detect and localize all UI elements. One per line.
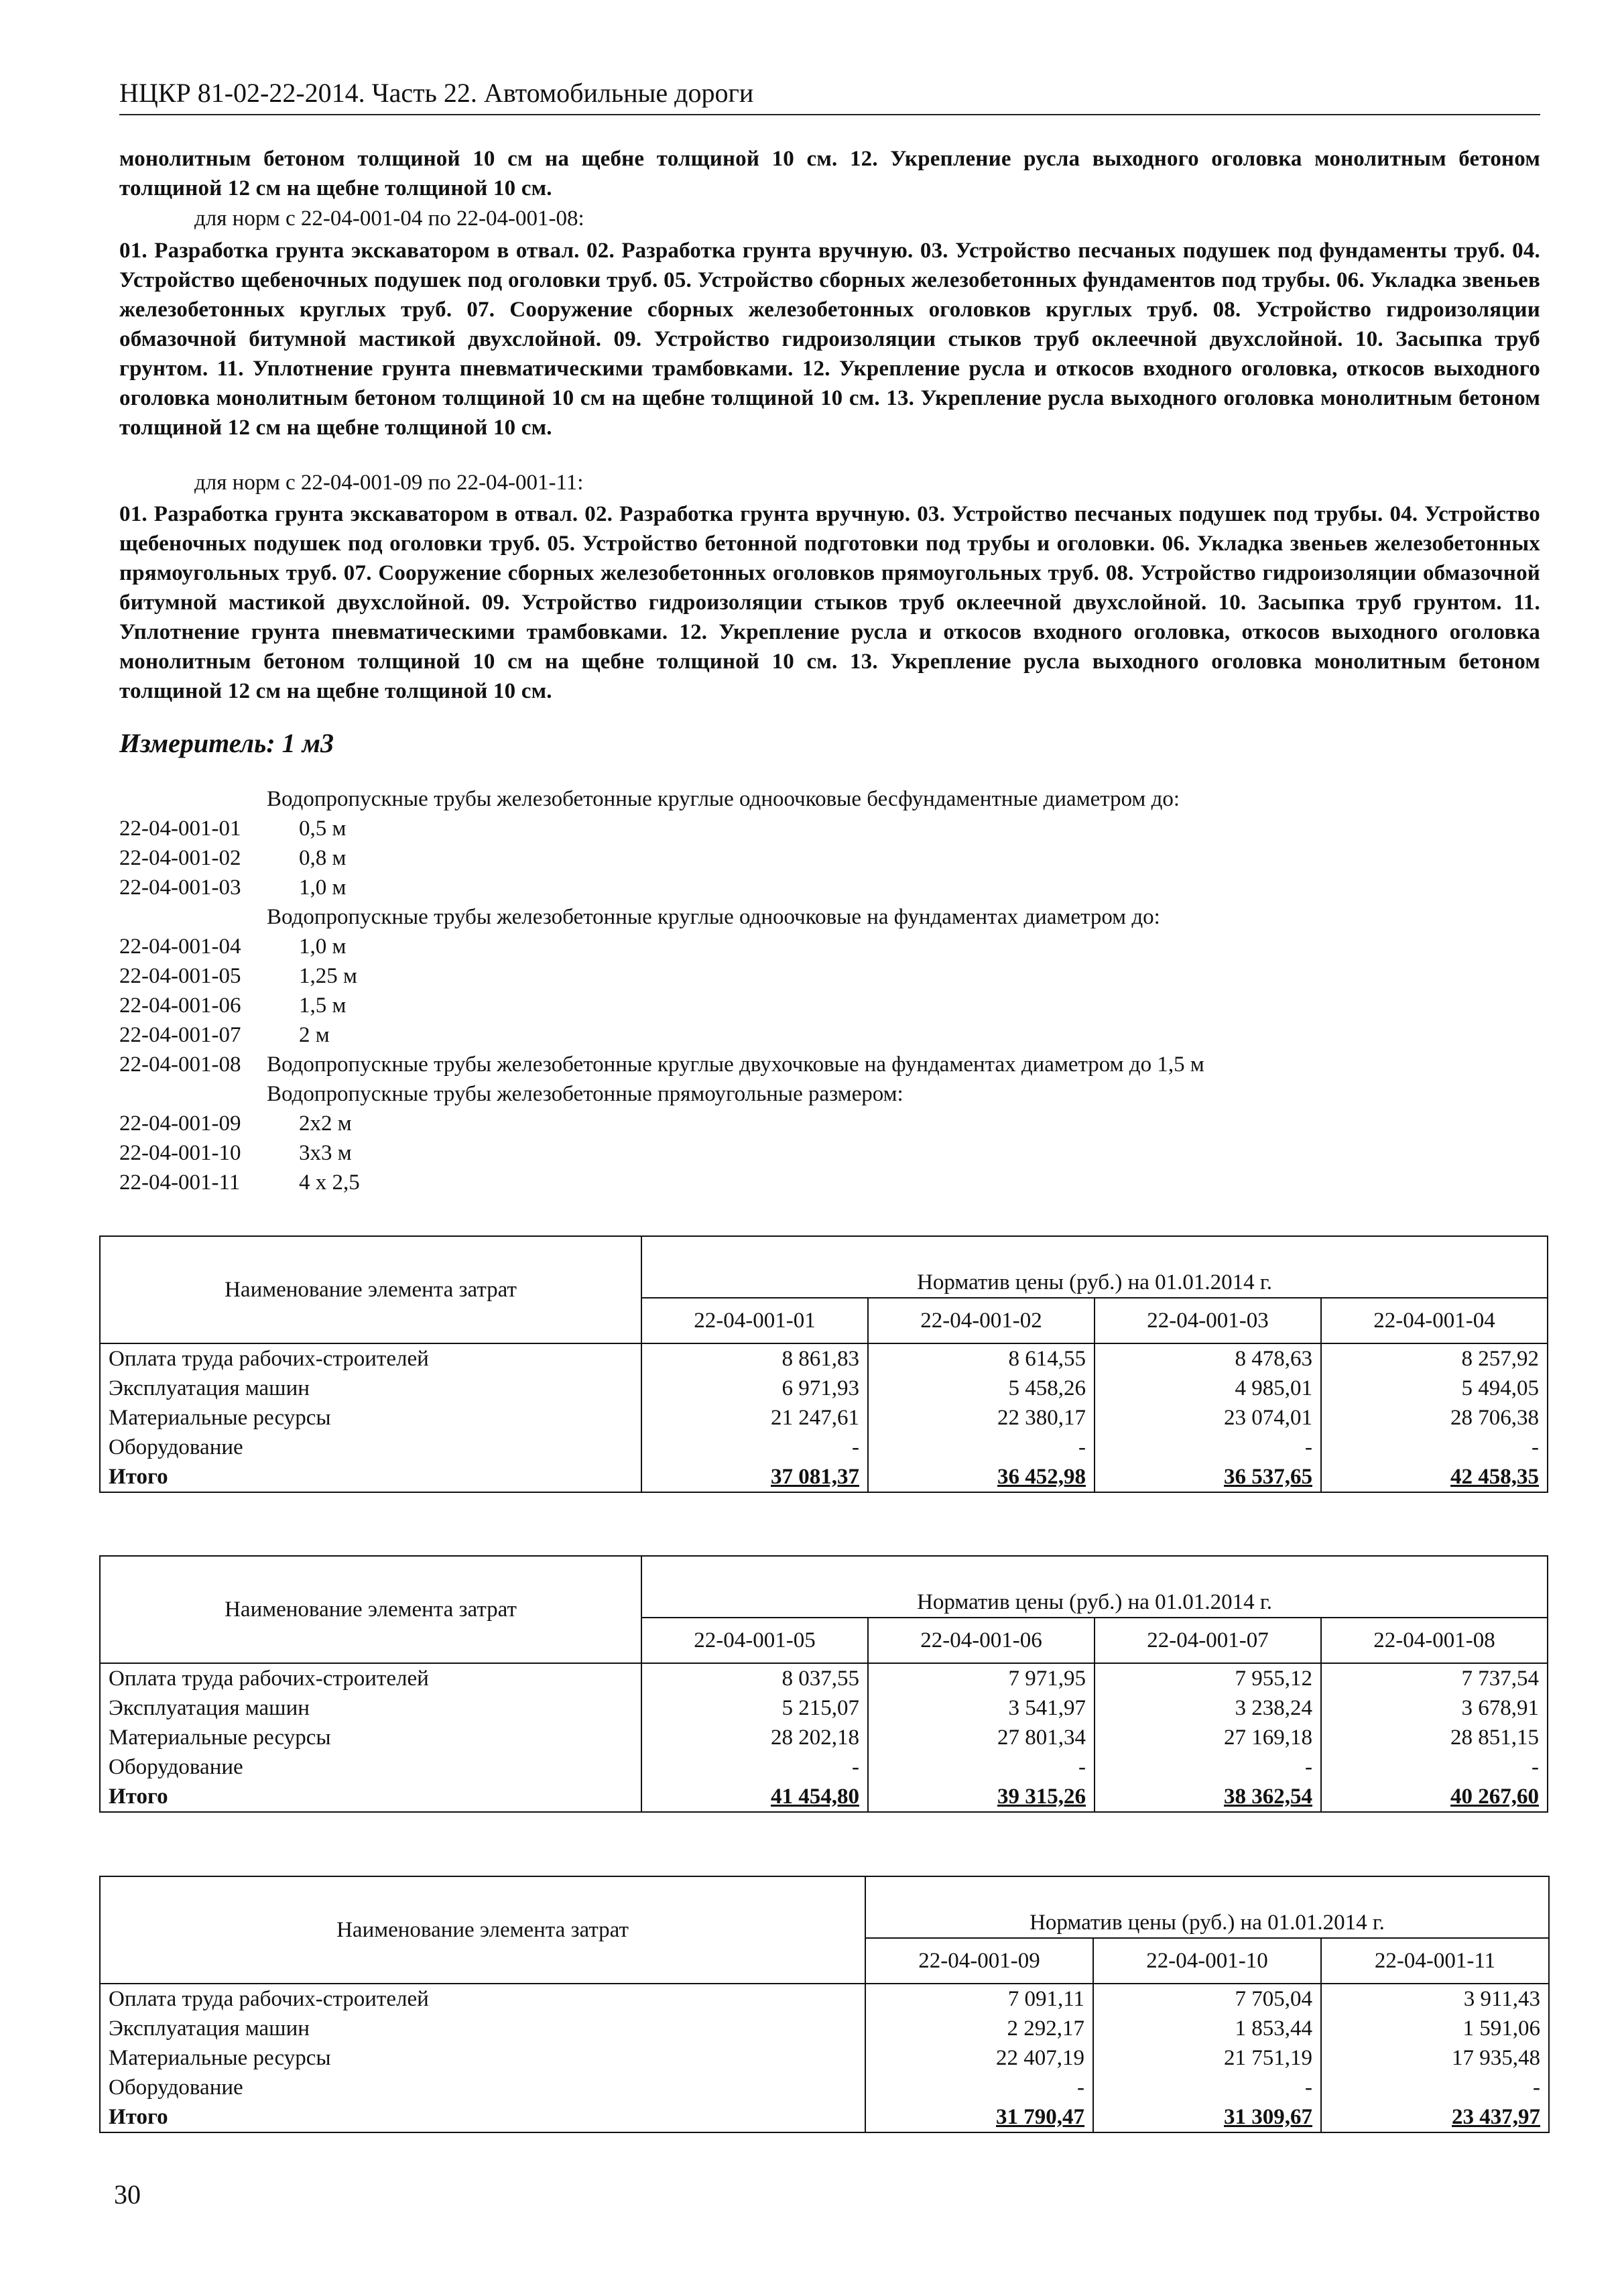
table-cell: 23 437,97 bbox=[1321, 2102, 1549, 2132]
table-row bbox=[100, 2014, 1549, 2043]
table-cell: 1 853,44 bbox=[1093, 2014, 1321, 2043]
row-label: Оборудование bbox=[100, 1433, 641, 1462]
table-cell: 7 705,04 bbox=[1093, 1984, 1321, 2014]
table-cell: 7 955,12 bbox=[1095, 1663, 1321, 1693]
table-cell: - bbox=[1321, 1433, 1548, 1462]
table-cell: 40 267,60 bbox=[1321, 1782, 1548, 1812]
table-row bbox=[100, 1752, 1548, 1782]
table-row bbox=[100, 1782, 1548, 1812]
row-label: Оборудование bbox=[100, 1752, 641, 1782]
table-cell: 28 851,15 bbox=[1321, 1723, 1548, 1752]
norm-code-row bbox=[119, 932, 1539, 961]
table-cell: - bbox=[865, 2073, 1093, 2102]
paragraph-works-2: 01. Разработка грунта экскаватором в отвал. 02. Разработка грунта вручную. 03. Устройство песчаных подушек под трубы. 04. Устройство щебеночных подушек под оголовки труб. 05. Устройство бетонной подготовки под трубы и оголовки. 06. Укладка звеньев железобетонных прямоугольных труб. 07. Сооружение сборных железобетонных оголовков прямоугольных труб. 08. Устройство гидроизоляции обмазочной битумной мастикой двухслойной. 09. Устройство гидроизоляции стыков труб оклеечной двухслойной. 10. Засыпка труб грунтом. 11. Уплотнение грунта пневматическими трамбовками. 12. Укрепление русла и откосов входного оголовка, откосов выходного оголовка монолитным бетоном толщиной 10 см на щебне толщиной 10 см. 13. Укрепление русла выходного оголовка монолитным бетоном толщиной 12 см на щебне толщиной 10 см. bbox=[119, 502, 1540, 703]
row-label: Итого bbox=[100, 1462, 641, 1492]
column-header-element-name: Наименование элемента затрат bbox=[100, 1876, 865, 1984]
norm-description: 1,0 м bbox=[299, 934, 347, 959]
page-header: НЦКР 81-02-22-2014. Часть 22. Автомобильные дороги bbox=[119, 77, 1540, 115]
norm-code: 22-04-001-08 bbox=[119, 1052, 241, 1077]
row-label: Эксплуатация машин bbox=[100, 2014, 865, 2043]
paragraph-works-1: 01. Разработка грунта экскаватором в отвал. 02. Разработка грунта вручную. 03. Устройство песчаных подушек под фундаменты труб. 04. Устройство щебеночных подушек под оголовки труб. 05. Устройство сборных железобетонных фундаментов под трубы. 06. Укладка звеньев железобетонных круглых труб. 07. Сооружение сборных железобетонных оголовков круглых труб. 08. Устройство гидроизоляции обмазочной битумной мастикой двухслойной. 09. Устройство гидроизоляции стыков труб оклеечной двухслойной. 10. Засыпка труб грунтом. 11. Уплотнение грунта пневматическими трамбовками. 12. Укрепление русла и откосов входного оголовка, откосов выходного оголовка монолитным бетоном толщиной 10 см на щебне толщиной 10 см. 13. Укрепление русла выходного оголовка монолитным бетоном толщиной 12 см на щебне толщиной 10 см. bbox=[119, 239, 1540, 440]
table-cell: 41 454,80 bbox=[641, 1782, 868, 1812]
table-cell: 31 790,47 bbox=[865, 2102, 1093, 2132]
table-cell: 22 380,17 bbox=[868, 1403, 1095, 1433]
table-cell: 8 861,83 bbox=[641, 1343, 868, 1374]
row-label: Оплата труда рабочих-строителей bbox=[100, 1343, 641, 1374]
table-cell: 38 362,54 bbox=[1095, 1782, 1321, 1812]
norms-range-label-2: для норм с 22-04-001-09 по 22-04-001-11: bbox=[194, 471, 584, 495]
column-header-code: 22-04-001-07 bbox=[1095, 1618, 1321, 1663]
table-cell: 42 458,35 bbox=[1321, 1462, 1548, 1492]
table-cell: 8 614,55 bbox=[868, 1343, 1095, 1374]
row-label: Оплата труда рабочих-строителей bbox=[100, 1663, 641, 1693]
column-header-price-norm: Норматив цены (руб.) на 01.01.2014 г. bbox=[641, 1236, 1548, 1298]
table-cell: 8 257,92 bbox=[1321, 1343, 1548, 1374]
table-cell: 22 407,19 bbox=[865, 2043, 1093, 2073]
table-cell: 3 541,97 bbox=[868, 1693, 1095, 1723]
norm-description: 0,5 м bbox=[299, 817, 347, 841]
norm-code-row bbox=[119, 902, 1539, 932]
table-cell: 39 315,26 bbox=[868, 1782, 1095, 1812]
table-cell: 4 985,01 bbox=[1095, 1374, 1321, 1403]
row-label: Итого bbox=[100, 1782, 641, 1812]
norm-codes-list bbox=[119, 784, 1539, 1197]
cost-table-1 bbox=[99, 1235, 1548, 1493]
table-row bbox=[100, 1433, 1548, 1462]
page-number: 30 bbox=[114, 2179, 141, 2210]
column-header-element-name: Наименование элемента затрат bbox=[100, 1236, 641, 1343]
table-cell: 27 169,18 bbox=[1095, 1723, 1321, 1752]
table-row bbox=[100, 1663, 1548, 1693]
norm-code: 22-04-001-04 bbox=[119, 934, 241, 959]
row-label: Эксплуатация машин bbox=[100, 1693, 641, 1723]
norm-description: 1,5 м bbox=[299, 993, 347, 1018]
table-cell: 28 202,18 bbox=[641, 1723, 868, 1752]
table-row bbox=[100, 2073, 1549, 2102]
table-row bbox=[100, 1403, 1548, 1433]
norm-description: Водопропускные трубы железобетонные круглые одноочковые на фундаментах диаметром до: bbox=[267, 905, 1160, 929]
table-cell: - bbox=[868, 1752, 1095, 1782]
norm-description: 1,0 м bbox=[299, 875, 347, 900]
table-cell: 7 737,54 bbox=[1321, 1663, 1548, 1693]
norm-code-row bbox=[119, 873, 1539, 902]
norm-description: Водопропускные трубы железобетонные круглые одноочковые бесфундаментные диаметром до: bbox=[267, 787, 1180, 811]
table-cell: 6 971,93 bbox=[641, 1374, 868, 1403]
table-cell: 36 452,98 bbox=[868, 1462, 1095, 1492]
column-header-code: 22-04-001-04 bbox=[1321, 1298, 1548, 1343]
norm-code-row bbox=[119, 1109, 1539, 1138]
table-cell: 31 309,67 bbox=[1093, 2102, 1321, 2132]
table-row bbox=[100, 2102, 1549, 2132]
table-cell: - bbox=[1093, 2073, 1321, 2102]
norm-code: 22-04-001-11 bbox=[119, 1170, 241, 1195]
column-header-code: 22-04-001-10 bbox=[1093, 1938, 1321, 1984]
row-label: Оборудование bbox=[100, 2073, 865, 2102]
table-row bbox=[100, 1723, 1548, 1752]
norm-code-row bbox=[119, 1168, 1539, 1197]
paragraph-intro: монолитным бетоном толщиной 10 см на щебне толщиной 10 см. 12. Укрепление русла выходного оголовка монолитным бетоном толщиной 12 см на щебне толщиной 10 см. bbox=[119, 147, 1540, 200]
column-header-code: 22-04-001-06 bbox=[868, 1618, 1095, 1663]
row-label: Материальные ресурсы bbox=[100, 2043, 865, 2073]
table-cell: 5 458,26 bbox=[868, 1374, 1095, 1403]
table-cell: - bbox=[641, 1752, 868, 1782]
norm-code-row bbox=[119, 1138, 1539, 1168]
table-cell: 3 238,24 bbox=[1095, 1693, 1321, 1723]
norm-code: 22-04-001-09 bbox=[119, 1111, 241, 1136]
norm-description: 4 х 2,5 bbox=[299, 1170, 360, 1195]
norm-code: 22-04-001-02 bbox=[119, 846, 241, 870]
norm-description: 0,8 м bbox=[299, 846, 347, 870]
table-cell: 2 292,17 bbox=[865, 2014, 1093, 2043]
table-row bbox=[100, 1374, 1548, 1403]
row-label: Итого bbox=[100, 2102, 865, 2132]
table-cell: 28 706,38 bbox=[1321, 1403, 1548, 1433]
table-row bbox=[100, 1693, 1548, 1723]
table-cell: 8 037,55 bbox=[641, 1663, 868, 1693]
norm-code: 22-04-001-01 bbox=[119, 817, 241, 841]
table-cell: - bbox=[1095, 1433, 1321, 1462]
table-cell: 17 935,48 bbox=[1321, 2043, 1549, 2073]
norm-code: 22-04-001-10 bbox=[119, 1141, 241, 1165]
row-label: Эксплуатация машин bbox=[100, 1374, 641, 1403]
measure-unit: Измеритель: 1 м3 bbox=[119, 728, 334, 758]
table-cell: 36 537,65 bbox=[1095, 1462, 1321, 1492]
cost-table-2 bbox=[99, 1555, 1548, 1813]
table-cell: - bbox=[868, 1433, 1095, 1462]
table-cell: 7 091,11 bbox=[865, 1984, 1093, 2014]
column-header-price-norm: Норматив цены (руб.) на 01.01.2014 г. bbox=[865, 1876, 1549, 1938]
norm-description: Водопропускные трубы железобетонные круглые двухочковые на фундаментах диаметром до 1,5 м bbox=[267, 1052, 1204, 1077]
norm-code: 22-04-001-06 bbox=[119, 993, 241, 1018]
norm-code: 22-04-001-07 bbox=[119, 1023, 241, 1047]
table-cell: - bbox=[1321, 2073, 1549, 2102]
table-row bbox=[100, 1462, 1548, 1492]
column-header-code: 22-04-001-09 bbox=[865, 1938, 1093, 1984]
column-header-code: 22-04-001-11 bbox=[1321, 1938, 1549, 1984]
table-cell: 1 591,06 bbox=[1321, 2014, 1549, 2043]
table-cell: - bbox=[1095, 1752, 1321, 1782]
norm-description: 2х2 м bbox=[299, 1111, 352, 1136]
norm-code-row bbox=[119, 1020, 1539, 1050]
norm-description: 3х3 м bbox=[299, 1141, 352, 1165]
table-cell: 37 081,37 bbox=[641, 1462, 868, 1492]
norm-code-row bbox=[119, 1050, 1539, 1079]
cost-table-3 bbox=[99, 1876, 1550, 2133]
column-header-code: 22-04-001-02 bbox=[868, 1298, 1095, 1343]
column-header-code: 22-04-001-03 bbox=[1095, 1298, 1321, 1343]
table-cell: 27 801,34 bbox=[868, 1723, 1095, 1752]
column-header-element-name: Наименование элемента затрат bbox=[100, 1556, 641, 1663]
norm-description: Водопропускные трубы железобетонные прямоугольные размером: bbox=[267, 1082, 903, 1106]
norm-code-row bbox=[119, 843, 1539, 873]
row-label: Оплата труда рабочих-строителей bbox=[100, 1984, 865, 2014]
norm-description: 1,25 м bbox=[299, 964, 357, 988]
norm-code-row bbox=[119, 784, 1539, 814]
column-header-code: 22-04-001-05 bbox=[641, 1618, 868, 1663]
row-label: Материальные ресурсы bbox=[100, 1723, 641, 1752]
norm-description: 2 м bbox=[299, 1023, 330, 1047]
table-row bbox=[100, 1984, 1549, 2014]
table-cell: 3 911,43 bbox=[1321, 1984, 1549, 2014]
table-row bbox=[100, 2043, 1549, 2073]
column-header-code: 22-04-001-01 bbox=[641, 1298, 868, 1343]
norm-code-row bbox=[119, 814, 1539, 843]
column-header-price-norm: Норматив цены (руб.) на 01.01.2014 г. bbox=[641, 1556, 1548, 1618]
table-row bbox=[100, 1343, 1548, 1374]
table-cell: - bbox=[1321, 1752, 1548, 1782]
norm-code-row bbox=[119, 1079, 1539, 1109]
column-header-code: 22-04-001-08 bbox=[1321, 1618, 1548, 1663]
table-cell: 5 215,07 bbox=[641, 1693, 868, 1723]
norm-code: 22-04-001-05 bbox=[119, 964, 241, 988]
norm-code-row bbox=[119, 991, 1539, 1020]
norm-code-row bbox=[119, 961, 1539, 991]
table-cell: 21 751,19 bbox=[1093, 2043, 1321, 2073]
table-cell: 21 247,61 bbox=[641, 1403, 868, 1433]
table-cell: 8 478,63 bbox=[1095, 1343, 1321, 1374]
norm-code: 22-04-001-03 bbox=[119, 875, 241, 900]
table-cell: 3 678,91 bbox=[1321, 1693, 1548, 1723]
norms-range-label-1: для норм с 22-04-001-04 по 22-04-001-08: bbox=[194, 206, 584, 231]
table-cell: 23 074,01 bbox=[1095, 1403, 1321, 1433]
table-cell: - bbox=[641, 1433, 868, 1462]
row-label: Материальные ресурсы bbox=[100, 1403, 641, 1433]
table-cell: 5 494,05 bbox=[1321, 1374, 1548, 1403]
table-cell: 7 971,95 bbox=[868, 1663, 1095, 1693]
